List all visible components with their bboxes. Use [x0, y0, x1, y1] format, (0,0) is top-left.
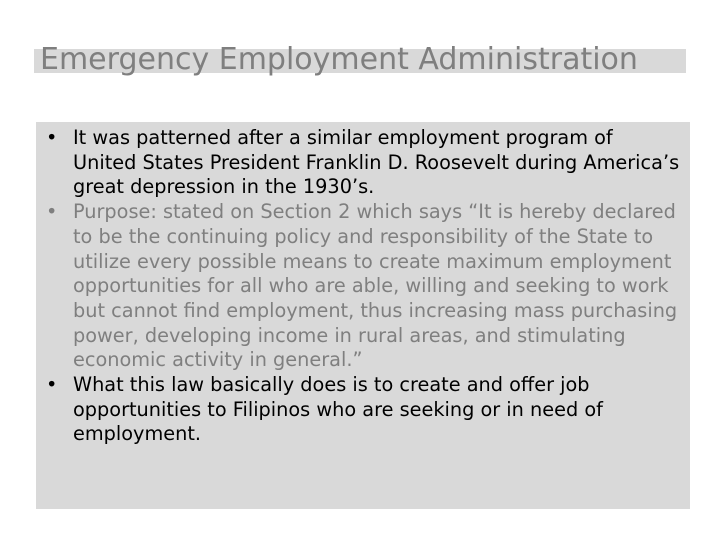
- slide-title: Emergency Employment Administration: [40, 42, 638, 77]
- bullet-text: What this law basically does is to create and offer job opportunities to Filipinos who are seeking or in need of employment.: [73, 373, 603, 446]
- bullet-item-law-summary: [46, 373, 682, 447]
- bullet-item-purpose: [46, 200, 682, 373]
- bullet-list: [36, 122, 690, 447]
- bullet-icon: •: [46, 373, 58, 397]
- bullet-item-patterned: [46, 126, 682, 200]
- bullet-text: It was patterned after a similar employment program of United States President Franklin D. Roosevelt during America’s great depression in the 1930’s.: [73, 126, 680, 199]
- bullet-icon: •: [46, 126, 58, 149]
- content-box: [36, 122, 690, 509]
- bullet-text: Purpose: stated on Section 2 which says “It is hereby declared to be the continuing policy and responsibility of the State to utilize every possible means to create maximum employment opportunities for all who are able, willing and seeking to work but cannot find employment, thus increasing mass purchasing power, developing income in rural areas, and stimulating economic activity in general.”: [73, 200, 678, 372]
- bullet-icon: •: [46, 200, 58, 224]
